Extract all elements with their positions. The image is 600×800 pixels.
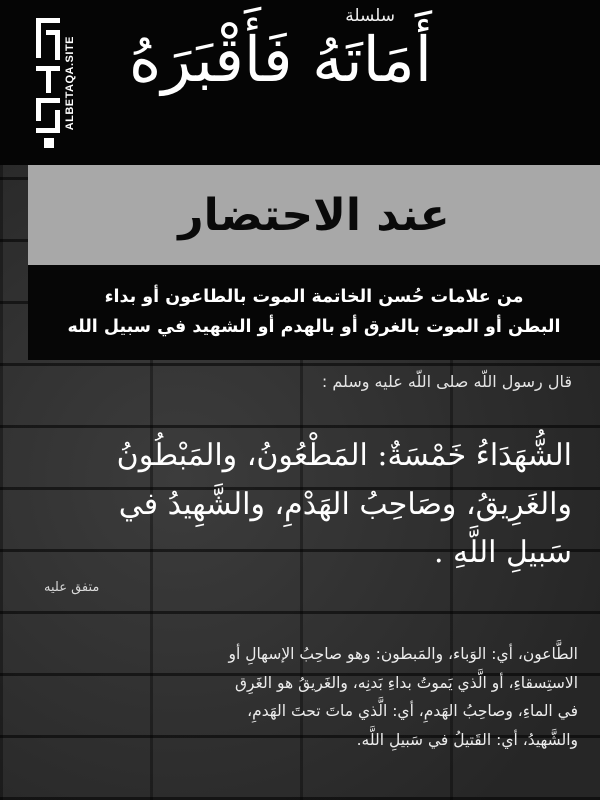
- site-logo: [36, 14, 82, 152]
- logo-site-text: ALBETAQA.SITE: [64, 35, 76, 131]
- banner-title: عند الاحتضار: [178, 189, 450, 241]
- hadith-source: متفق عليه: [44, 580, 100, 595]
- series-title: أَمَاتَهُ فَأَقْبَرَهُ: [128, 23, 432, 96]
- hadith-line-2: والغَرِيقُ، وصَاحِبُ الهَدْمِ، والشَّهِيدُ في: [118, 486, 572, 522]
- explanation-text: [22, 640, 578, 755]
- explanation-line-3: في الماءِ، وصاحِبُ الهَدمِ، أي: الَّذي ماتَ تحتَ الهَدمِ،: [247, 702, 578, 721]
- hadith-line-3: سَبيلِ اللَّهِ .: [433, 535, 572, 571]
- explanation-line-2: الاستِسقاءِ، أو الَّذي يَموتُ بداءِ بَدنِه، والغَريقُ هو الغَرِق: [234, 673, 578, 692]
- logo-glyph-icon: [36, 18, 60, 148]
- subtitle-line-1: من علامات حُسن الخاتمة الموت بالطاعون أو بداء: [104, 286, 524, 307]
- hadith-text: [20, 432, 572, 578]
- hadith-intro: قال رسول اللّه صلى اللّه عليه وسلم :: [321, 372, 572, 391]
- subtitle-box: [28, 265, 600, 360]
- subtitle-line-2: البطن أو الموت بالغرق أو بالهدم أو الشهيد في سبيل الله: [67, 316, 561, 337]
- hadith-line-1: الشُّهَدَاءُ خَمْسَةٌ: المَطْعُونُ، والمَبْطُونُ: [116, 438, 572, 473]
- explanation-line-4: والشَّهيدُ، أي: القَتيلُ في سَبيلِ اللَّه.: [356, 731, 578, 750]
- title-banner: [28, 165, 600, 265]
- header: [0, 0, 600, 165]
- series-label: سلسلة: [345, 6, 395, 26]
- explanation-line-1: الطَّاعون، أي: الوَباء، والمَبطون: وهو صاحِبُ الإسهالِ أو: [228, 645, 578, 663]
